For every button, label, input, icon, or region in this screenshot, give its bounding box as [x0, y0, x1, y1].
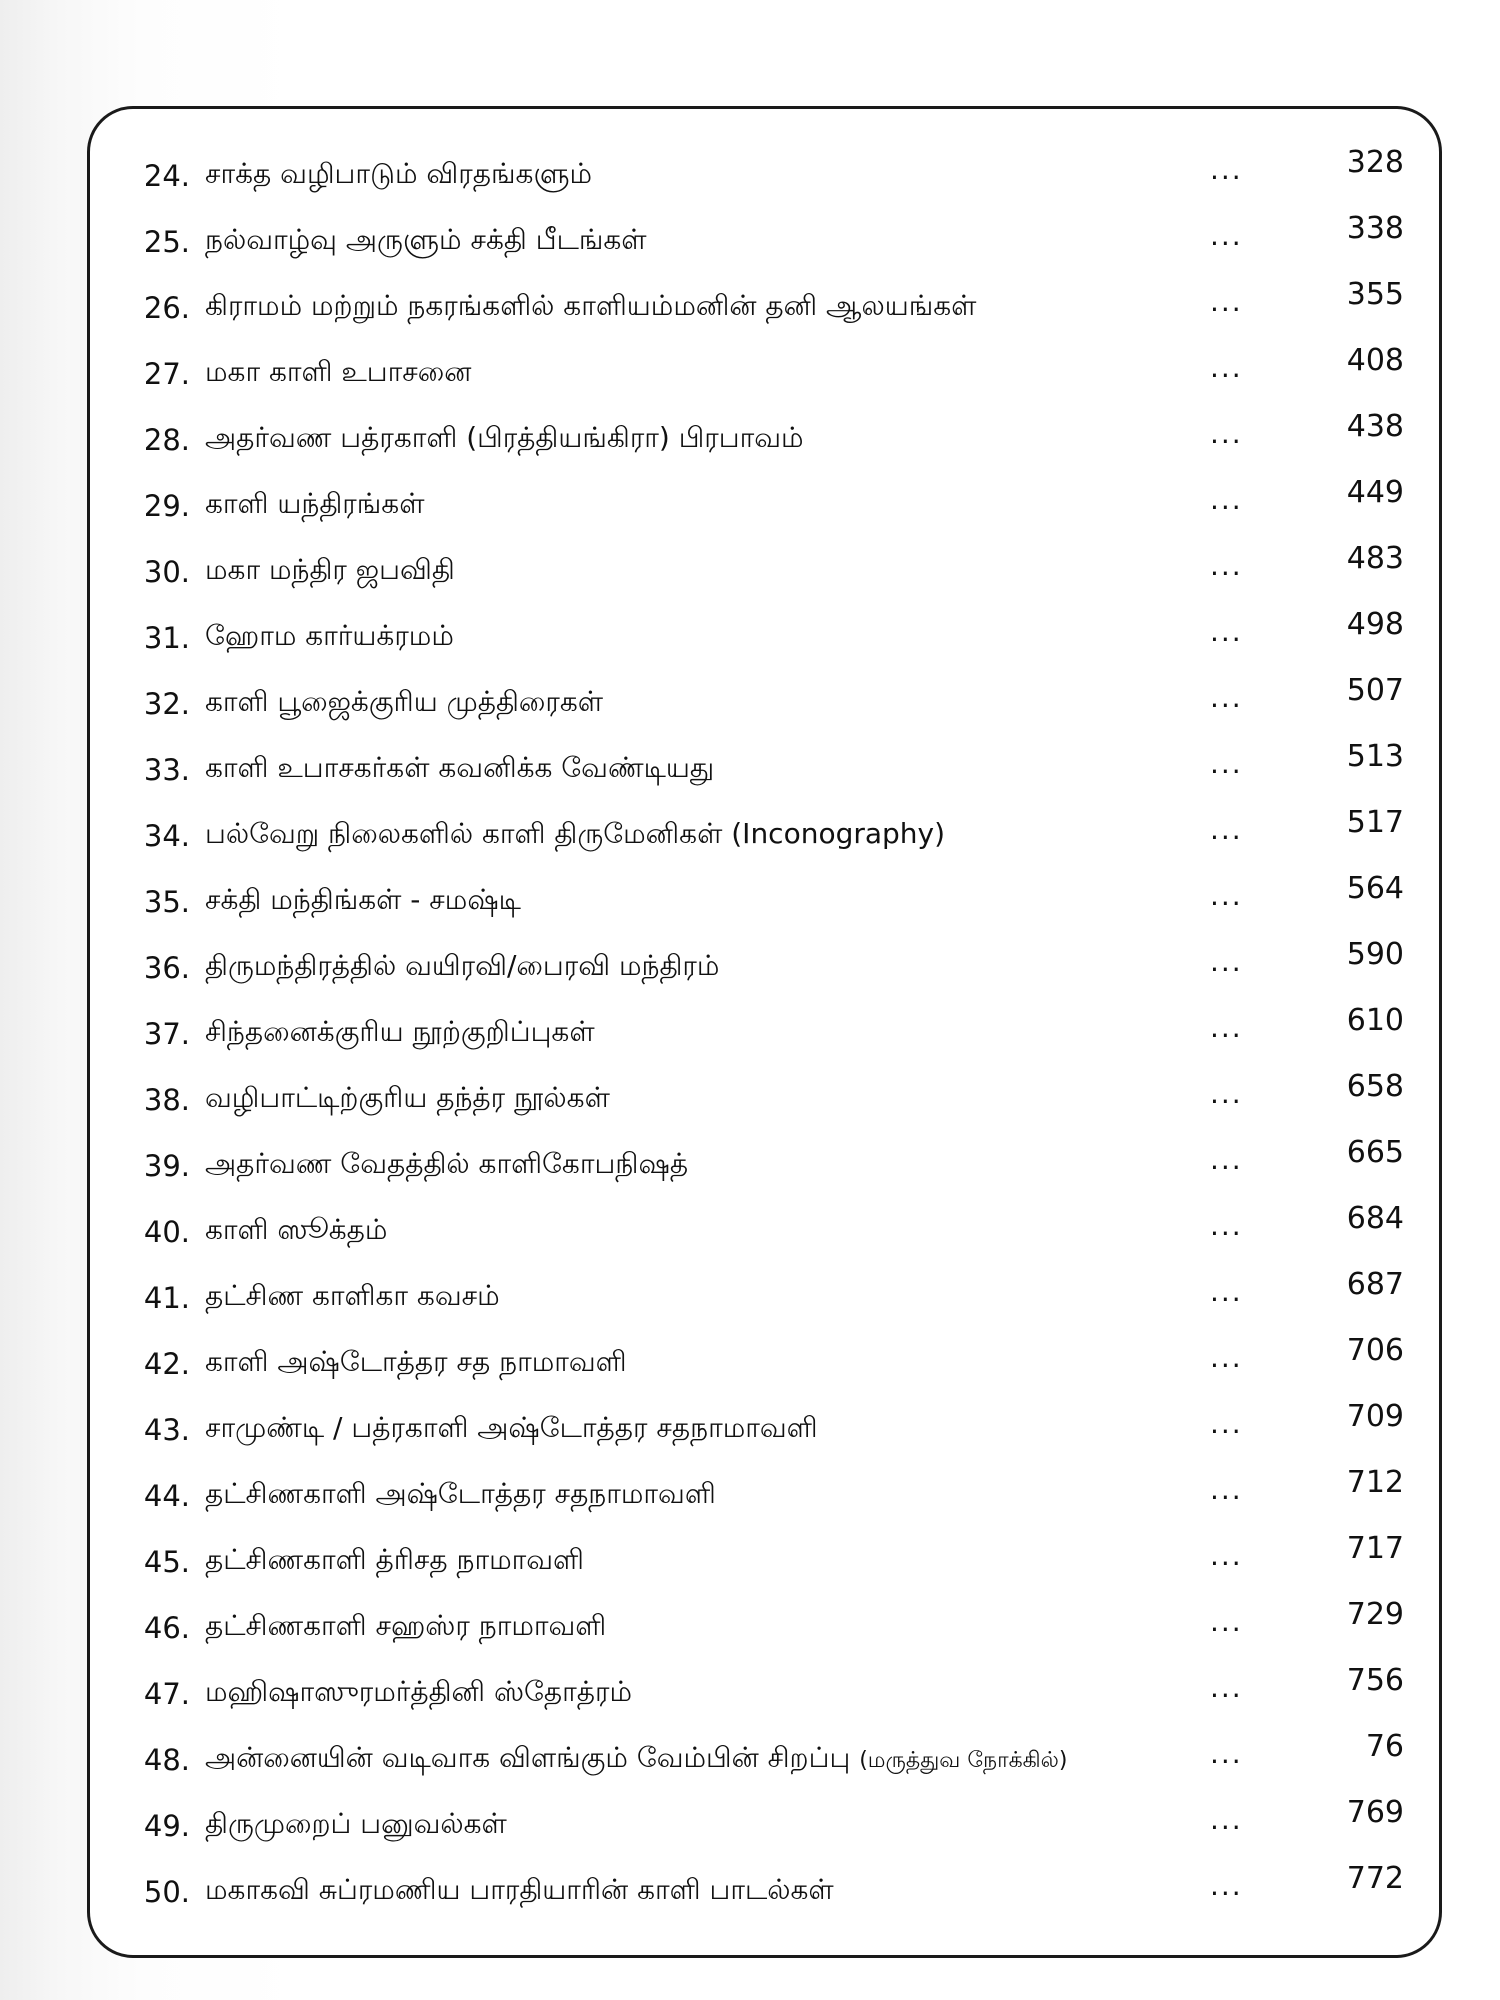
toc-entry [90, 1465, 1439, 1535]
toc-entry-leader-dots: ... [1210, 1209, 1243, 1242]
toc-entry-title-wrap [205, 1081, 1235, 1118]
toc-entry-title: அன்னையின் வடிவாக விளங்கும் வேம்பின் சிறப்பு [205, 1741, 851, 1774]
toc-entry-title: தட்சிணகாளி சஹஸ்ர நாமாவளி [205, 1609, 607, 1642]
toc-entry-title-wrap [205, 883, 1235, 920]
toc-entry-title: சாமுண்டி / பத்ரகாளி அஷ்டோத்தர சதநாமாவளி [205, 1411, 818, 1444]
toc-entry-title-wrap [205, 1873, 1235, 1910]
toc-entry-number: 30. [143, 555, 190, 589]
toc-entry [90, 1135, 1439, 1205]
toc-entry-page-number: 712 [1346, 1465, 1404, 1500]
toc-entry [90, 1531, 1439, 1601]
toc-entry-leader-dots: ... [1210, 351, 1243, 384]
toc-entry-title-wrap [205, 1675, 1235, 1712]
toc-entry-title: தட்சிணகாளி அஷ்டோத்தர சதநாமாவளி [205, 1477, 716, 1510]
toc-entry [90, 1795, 1439, 1865]
toc-entry-page-number: 76 [1365, 1729, 1404, 1764]
toc-entry-number: 33. [143, 753, 190, 787]
toc-entry-number: 35. [143, 885, 190, 919]
toc-entry-title: மகாகவி சுப்ரமணிய பாரதியாரின் காளி பாடல்கள் [205, 1873, 834, 1906]
toc-entry [90, 1729, 1439, 1799]
toc-entry-number: 45. [143, 1545, 190, 1579]
toc-entry-leader-dots: ... [1210, 219, 1243, 252]
toc-entry [90, 277, 1439, 347]
toc-entry-title: சாக்த வழிபாடும் விரதங்களும் [205, 157, 593, 190]
toc-entry-number: 46. [143, 1611, 190, 1645]
toc-entry-leader-dots: ... [1210, 813, 1243, 846]
toc-entry-page-number: 709 [1346, 1399, 1404, 1434]
toc-entry [90, 1333, 1439, 1403]
toc-entry-leader-dots: ... [1210, 1407, 1243, 1440]
toc-entry [90, 1399, 1439, 1469]
toc-entry-page-number: 564 [1346, 871, 1404, 906]
toc-entry-leader-dots: ... [1210, 1671, 1243, 1704]
toc-entry-leader-dots: ... [1210, 681, 1243, 714]
toc-entry-title-wrap [205, 1741, 1235, 1778]
toc-entry-title: சிந்தனைக்குரிய நூற்குறிப்புகள் [205, 1015, 595, 1048]
toc-entry-page-number: 769 [1346, 1795, 1404, 1830]
toc-entry-title: அதர்வண வேதத்தில் காளிகோபநிஷத் [205, 1147, 689, 1180]
toc-entry-number: 32. [143, 687, 190, 721]
toc-entry-page-number: 513 [1346, 739, 1404, 774]
toc-entry-title-wrap [205, 1213, 1235, 1250]
toc-entry [90, 343, 1439, 413]
toc-entry-title-wrap [205, 355, 1235, 392]
toc-entry-leader-dots: ... [1210, 1473, 1243, 1506]
table-of-contents-frame [87, 106, 1442, 1958]
toc-entry-number: 44. [143, 1479, 190, 1513]
toc-entry-page-number: 729 [1346, 1597, 1404, 1632]
toc-entry-number: 39. [143, 1149, 190, 1183]
toc-entry-leader-dots: ... [1210, 1077, 1243, 1110]
toc-entry-leader-dots: ... [1210, 1011, 1243, 1044]
toc-entry-page-number: 449 [1346, 475, 1404, 510]
toc-entry-leader-dots: ... [1210, 1869, 1243, 1902]
toc-entry-title: மஹிஷாஸுரமர்த்தினி ஸ்தோத்ரம் [205, 1675, 633, 1708]
toc-entry-page-number: 772 [1346, 1861, 1404, 1896]
toc-entry-page-number: 483 [1346, 541, 1404, 576]
toc-entry-page-number: 665 [1346, 1135, 1404, 1170]
toc-entry-leader-dots: ... [1210, 1539, 1243, 1572]
toc-entry-number: 27. [143, 357, 190, 391]
toc-entry-number: 37. [143, 1017, 190, 1051]
toc-entry-number: 26. [143, 291, 190, 325]
toc-entry-title: தட்சிண காளிகா கவசம் [205, 1279, 500, 1312]
toc-entry-title-wrap [205, 1279, 1235, 1316]
toc-entry-title: பல்வேறு நிலைகளில் காளி திருமேனிகள் (Inconography) [205, 817, 946, 850]
toc-entry-title-wrap [205, 1807, 1235, 1844]
toc-entry-leader-dots: ... [1210, 153, 1243, 186]
toc-entry-title-wrap [205, 1147, 1235, 1184]
toc-entry-page-number: 328 [1346, 145, 1404, 180]
toc-entry-title: திருமந்திரத்தில் வயிரவி/பைரவி மந்திரம் [205, 949, 720, 982]
toc-entry-number: 38. [143, 1083, 190, 1117]
toc-entry [90, 805, 1439, 875]
toc-entry [90, 871, 1439, 941]
toc-entry-page-number: 687 [1346, 1267, 1404, 1302]
toc-entry-number: 31. [143, 621, 190, 655]
toc-entry [90, 1597, 1439, 1667]
toc-entry-title: வழிபாட்டிற்குரிய தந்த்ர நூல்கள் [205, 1081, 610, 1114]
toc-entry-title-wrap [205, 817, 1235, 854]
toc-entry-leader-dots: ... [1210, 483, 1243, 516]
toc-entry-number: 47. [143, 1677, 190, 1711]
toc-entry-page-number: 517 [1346, 805, 1404, 840]
toc-entry [90, 541, 1439, 611]
toc-entry-number: 36. [143, 951, 190, 985]
toc-entry-title-wrap [205, 1609, 1235, 1646]
toc-entry-number: 43. [143, 1413, 190, 1447]
toc-entry-leader-dots: ... [1210, 1737, 1243, 1770]
toc-entry-title: அதர்வண பத்ரகாளி (பிரத்தியங்கிரா) பிரபாவம் [205, 421, 804, 454]
toc-entry-title: காளி உபாசகர்கள் கவனிக்க வேண்டியது [205, 751, 715, 784]
toc-entry-title: மகா மந்திர ஜபவிதி [205, 553, 455, 586]
toc-entry-title-wrap [205, 1477, 1235, 1514]
toc-entry-leader-dots: ... [1210, 1341, 1243, 1374]
toc-entry-number: 42. [143, 1347, 190, 1381]
toc-entry [90, 409, 1439, 479]
toc-entry [90, 937, 1439, 1007]
toc-entry-title-wrap [205, 289, 1235, 326]
toc-entry-number: 28. [143, 423, 190, 457]
toc-entry-number: 49. [143, 1809, 190, 1843]
toc-entry-leader-dots: ... [1210, 747, 1243, 780]
toc-entry-number: 41. [143, 1281, 190, 1315]
toc-entry [90, 1201, 1439, 1271]
toc-entry-page-number: 408 [1346, 343, 1404, 378]
toc-entry-title: காளி அஷ்டோத்தர சத நாமாவளி [205, 1345, 627, 1378]
toc-entry-leader-dots: ... [1210, 879, 1243, 912]
toc-entry-title-wrap [205, 751, 1235, 788]
toc-entry-leader-dots: ... [1210, 945, 1243, 978]
toc-entry-page-number: 338 [1346, 211, 1404, 246]
toc-entry-page-number: 706 [1346, 1333, 1404, 1368]
toc-entry-title: காளி யந்திரங்கள் [205, 487, 425, 520]
toc-entry-title: மகா காளி உபாசனை [205, 355, 472, 388]
toc-entry-page-number: 756 [1346, 1663, 1404, 1698]
toc-entry [90, 1663, 1439, 1733]
toc-entry-number: 48. [143, 1743, 190, 1777]
toc-entry-page-number: 498 [1346, 607, 1404, 642]
toc-entry-title: ஹோம கார்யக்ரமம் [205, 619, 454, 652]
toc-entry-title-wrap [205, 619, 1235, 656]
toc-entry-leader-dots: ... [1210, 1803, 1243, 1836]
toc-entry-page-number: 610 [1346, 1003, 1404, 1038]
toc-entry-number: 25. [143, 225, 190, 259]
toc-entry-title-wrap [205, 1411, 1235, 1448]
toc-entry-leader-dots: ... [1210, 1275, 1243, 1308]
toc-entry-leader-dots: ... [1210, 1143, 1243, 1176]
toc-entry-page-number: 355 [1346, 277, 1404, 312]
toc-entry [90, 673, 1439, 743]
toc-entry-title: திருமுறைப் பனுவல்கள் [205, 1807, 507, 1840]
toc-entry [90, 145, 1439, 215]
toc-entry-page-number: 658 [1346, 1069, 1404, 1104]
toc-entry-number: 50. [143, 1875, 190, 1909]
table-of-contents-list [90, 145, 1439, 1931]
toc-entry [90, 1069, 1439, 1139]
toc-entry-page-number: 507 [1346, 673, 1404, 708]
toc-entry-title-wrap [205, 421, 1235, 458]
toc-entry-leader-dots: ... [1210, 417, 1243, 450]
toc-entry [90, 1861, 1439, 1931]
toc-entry-title-wrap [205, 1345, 1235, 1382]
toc-entry-page-number: 590 [1346, 937, 1404, 972]
toc-entry [90, 211, 1439, 281]
toc-entry-leader-dots: ... [1210, 285, 1243, 318]
toc-entry-title-wrap [205, 685, 1235, 722]
toc-entry-leader-dots: ... [1210, 549, 1243, 582]
toc-entry [90, 1267, 1439, 1337]
toc-entry [90, 607, 1439, 677]
toc-entry-page-number: 438 [1346, 409, 1404, 444]
toc-entry-number: 34. [143, 819, 190, 853]
toc-entry-title: காளி ஸூக்தம் [205, 1213, 388, 1246]
toc-entry [90, 739, 1439, 809]
toc-entry-leader-dots: ... [1210, 1605, 1243, 1638]
toc-entry-title-wrap [205, 223, 1235, 260]
toc-entry [90, 1003, 1439, 1073]
toc-entry-title: காளி பூஜைக்குரிய முத்திரைகள் [205, 685, 604, 718]
toc-entry-title-wrap [205, 949, 1235, 986]
toc-entry-number: 24. [143, 159, 190, 193]
toc-entry-title: நல்வாழ்வு அருளும் சக்தி பீடங்கள் [205, 223, 647, 256]
toc-entry-number: 40. [143, 1215, 190, 1249]
toc-entry-page-number: 684 [1346, 1201, 1404, 1236]
toc-entry [90, 475, 1439, 545]
toc-entry-title-wrap [205, 1015, 1235, 1052]
toc-entry-leader-dots: ... [1210, 615, 1243, 648]
toc-entry-title-wrap [205, 1543, 1235, 1580]
toc-entry-title-wrap [205, 553, 1235, 590]
toc-entry-title: சக்தி மந்திங்கள் - சமஷ்டி [205, 883, 521, 916]
toc-entry-page-number: 717 [1346, 1531, 1404, 1566]
toc-entry-title: தட்சிணகாளி த்ரிசத நாமாவளி [205, 1543, 585, 1576]
toc-entry-title-wrap [205, 487, 1235, 524]
toc-entry-number: 29. [143, 489, 190, 523]
toc-entry-subtitle: (மருத்துவ நோக்கில்) [859, 1748, 1068, 1773]
toc-entry-title-wrap [205, 157, 1235, 194]
toc-entry-title: கிராமம் மற்றும் நகரங்களில் காளியம்மனின் தனி ஆலயங்கள் [205, 289, 977, 322]
